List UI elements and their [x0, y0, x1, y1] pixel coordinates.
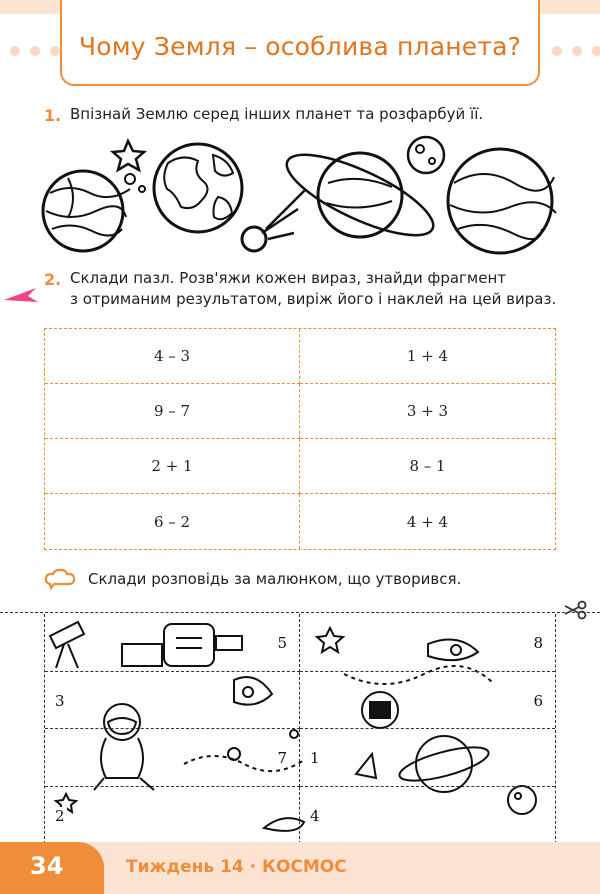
puzzle-piece[interactable]: [45, 672, 300, 730]
puzzle-piece[interactable]: [45, 729, 300, 787]
scissors-icon: [562, 600, 588, 620]
decor-dots-left: [10, 46, 60, 56]
expression-cell: 4 – 3: [45, 329, 300, 384]
puzzle-number: 3: [55, 691, 65, 710]
puzzle-number: 4: [310, 806, 320, 825]
puzzle-number: 7: [277, 749, 287, 767]
task1-number: 1.: [44, 106, 62, 125]
planet-striped-icon: [43, 171, 130, 251]
expression-cell: 2 + 1: [45, 439, 300, 494]
puzzle-piece[interactable]: [300, 729, 555, 787]
planets-illustration: [38, 133, 568, 261]
earth-icon: [154, 144, 242, 232]
expression-cell: 6 – 2: [45, 494, 300, 549]
task3-text: Склади розповідь за малюнком, що утворився.: [88, 570, 462, 588]
speech-cloud-icon: [44, 568, 78, 590]
planet-swirl-icon: [448, 149, 556, 253]
expression-cell: 4 + 4: [406, 512, 449, 531]
puzzle-piece[interactable]: [300, 672, 555, 730]
footer-week-title: Тиждень 14 · КОСМОС: [126, 857, 347, 877]
expression-cell: 3 + 3: [300, 384, 555, 439]
puzzle-piece[interactable]: [300, 787, 555, 845]
task2-number: 2.: [44, 270, 62, 289]
expression-cell: 8 – 1: [300, 439, 555, 494]
pointer-arrow-icon: [2, 284, 40, 306]
expression-cell: 1 + 4: [300, 329, 555, 384]
page-number: 34: [30, 852, 64, 880]
decor-dots-right: [552, 46, 600, 56]
moon-icon: [408, 137, 444, 173]
expressions-grid: [44, 328, 556, 550]
puzzle-number: 1: [310, 749, 320, 767]
star-icon: [113, 141, 145, 192]
puzzle-number: 8: [533, 634, 543, 652]
comet-icon: [242, 189, 306, 251]
task2-text-line1: Склади пазл. Розв'яжи кожен вираз, знайди фрагмент: [70, 269, 507, 287]
puzzle-piece[interactable]: [45, 787, 300, 845]
puzzle-grid: [44, 614, 556, 844]
task1-text: Впізнай Землю серед інших планет та розфарбуй її.: [70, 105, 484, 123]
ringed-planet-icon: [277, 139, 442, 250]
puzzle-number: 5: [277, 634, 287, 652]
puzzle-number: 6: [533, 691, 543, 710]
cut-line: [0, 612, 600, 613]
puzzle-number: 2: [55, 806, 65, 825]
expression-cell: 9 – 7: [45, 384, 300, 439]
page-title: Чому Земля – особлива планета?: [78, 32, 522, 61]
puzzle-piece[interactable]: [45, 614, 300, 672]
task2-text-line2: з отриманим результатом, виріж його і наклей на цей вираз.: [70, 290, 557, 308]
puzzle-piece[interactable]: [300, 614, 555, 672]
